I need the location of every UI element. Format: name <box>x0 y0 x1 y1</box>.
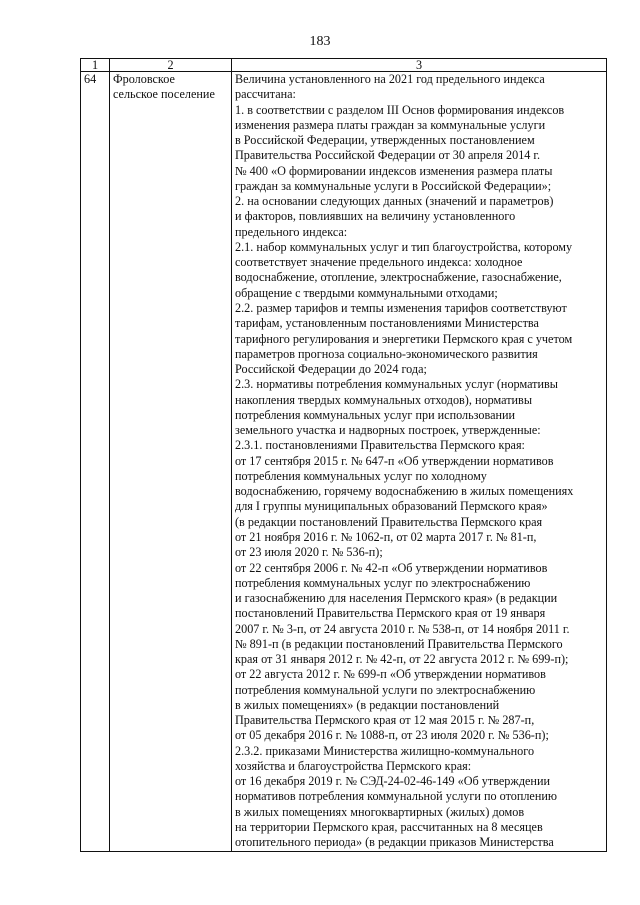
text-line: водоснабжение, отопление, электроснабжение, газоснабжение, <box>235 270 562 285</box>
municipality-name-line: Фроловское <box>113 72 175 86</box>
header-col-2: 2 <box>110 59 232 72</box>
text-line: земельного участка и надворных построек, утвержденные: <box>235 423 541 438</box>
text-line: на территории Пермского края, рассчитанных на 8 месяцев <box>235 820 543 835</box>
text-line: от 05 декабря 2016 г. № 1088-п, от 23 июля 2020 г. № 536-п); <box>235 728 549 743</box>
text-line: для I группы муниципальных образований Пермского края» <box>235 499 548 514</box>
header-col-1: 1 <box>81 59 110 72</box>
text-line: хозяйства и благоустройства Пермского края: <box>235 758 472 773</box>
text-line: от 22 августа 2012 г. № 699-п «Об утверждении нормативов <box>235 667 546 682</box>
text-line: граждан за коммунальные услуги в Российской Федерации»; <box>235 178 552 193</box>
text-line: потребления коммунальных услуг по холодному <box>235 468 487 483</box>
text-line: водоснабжению, горячему водоснабжению в жилых помещениях <box>235 484 574 499</box>
text-line: накопления твердых коммунальных отходов), нормативы <box>235 392 533 407</box>
row-number: 64 <box>81 72 110 852</box>
text-line: в Российской Федерации, утвержденных постановлением <box>235 133 535 148</box>
text-line: параметров прогноза социально-экономического развития <box>235 346 538 361</box>
text-line: и факторов, повлиявших на величину установленного <box>235 209 516 224</box>
text-line: от 21 ноября 2016 г. № 1062-п, от 02 марта 2017 г. № 81-п, <box>235 529 537 544</box>
municipality-name-line: сельское поселение <box>113 87 215 102</box>
text-line: от 23 июля 2020 г. № 536-п); <box>235 545 383 560</box>
document-table <box>80 58 607 852</box>
text-line: в жилых помещениях многоквартирных (жилых) домов <box>235 804 525 819</box>
text-line: постановлений Правительства Пермского края от 19 января <box>235 606 546 621</box>
text-line: от 16 декабря 2019 г. № СЭД-24-02-46-149 «Об утверждении <box>235 774 550 789</box>
text-line: 2.1. набор коммунальных услуг и тип благоустройства, которому <box>235 239 573 254</box>
text-line: 2.3.2. приказами Министерства жилищно-коммунального <box>235 743 535 758</box>
text-line: в жилых помещениях» (в редакции постановлений <box>235 697 500 712</box>
text-line: от 22 сентября 2006 г. № 42-п «Об утверждении нормативов <box>235 560 548 575</box>
text-line: Российской Федерации до 2024 года; <box>235 362 427 377</box>
text-line: 1. в соответствии с разделом III Основ формирования индексов <box>235 102 565 117</box>
table-header-row <box>81 59 607 72</box>
text-line: тарифам, установленным постановлениями Министерства <box>235 316 539 331</box>
page-number: 183 <box>309 34 331 49</box>
text-line: Величина установленного на 2021 год предельного индекса <box>235 72 545 86</box>
text-line: предельного индекса: <box>235 224 348 239</box>
text-line: изменения размера платы граждан за коммунальные услуги <box>235 117 546 132</box>
text-line: края от 31 января 2012 г. № 42-п, от 22 августа 2012 г. № 699-п); <box>235 652 569 667</box>
index-description <box>232 72 607 852</box>
text-line: № 891-п (в редакции постановлений Правительства Пермского <box>235 636 563 651</box>
text-line: Правительства Пермского края от 12 мая 2015 г. № 287-п, <box>235 713 535 728</box>
table-row <box>81 72 607 852</box>
text-line: 2.3. нормативы потребления коммунальных услуг (нормативы <box>235 377 558 392</box>
text-line: потребления коммунальных услуг при использовании <box>235 407 516 422</box>
text-line: от 17 сентября 2015 г. № 647-п «Об утверждении нормативов <box>235 453 554 468</box>
municipality-name <box>110 72 232 852</box>
text-line: нормативов потребления коммунальной услуги по отоплению <box>235 789 557 804</box>
text-line: соответствует значение предельного индекса: холодное <box>235 255 523 270</box>
text-line: тарифного регулирования и энергетики Пермского края с учетом <box>235 331 573 346</box>
text-line: (в редакции постановлений Правительства Пермского края <box>235 514 543 529</box>
text-line: 2.2. размер тарифов и темпы изменения тарифов соответствуют <box>235 300 567 315</box>
text-line: потребления коммунальных услуг по электроснабжению <box>235 575 531 590</box>
header-col-3: 3 <box>232 59 607 72</box>
text-line: 2.3.1. постановлениями Правительства Пермского края: <box>235 438 525 453</box>
text-line: отопительного периода» (в редакции приказов Министерства <box>235 835 554 850</box>
text-line: обращение с твердыми коммунальными отходами; <box>235 285 498 300</box>
text-line: № 400 «О формировании индексов изменения размера платы <box>235 163 553 178</box>
text-line: потребления коммунальной услуги по электроснабжению <box>235 682 536 697</box>
text-line: Правительства Российской Федерации от 30 апреля 2014 г. <box>235 148 541 163</box>
text-line: и газоснабжению для населения Пермского края» (в редакции <box>235 591 558 606</box>
text-line: 2007 г. № 3-п, от 24 августа 2010 г. № 538-п, от 14 ноября 2011 г. <box>235 621 570 636</box>
text-line: рассчитана: <box>235 87 296 102</box>
text-line: 2. на основании следующих данных (значений и параметров) <box>235 194 554 209</box>
